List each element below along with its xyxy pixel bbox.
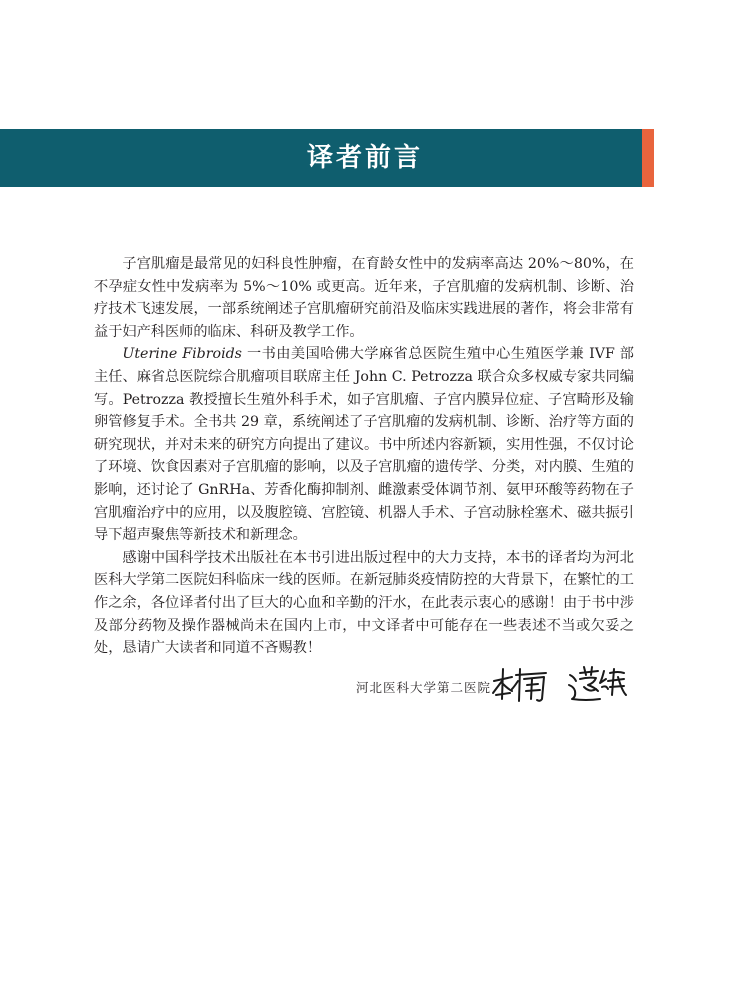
book-title-english: Uterine Fibroids bbox=[122, 346, 242, 363]
paragraph-1: 子宫肌瘤是最常见的妇科良性肿瘤，在育龄女性中的发病率高达 20%～80%，在不孕症女性中发病率为 5%～10% 或更高。近年来，子宫肌瘤的发病机制、诊断、治疗技术飞速发展，一部系统阐述子宫肌瘤研究前沿及临床实践进展的著作，将会非常有益于妇产科医师的临床、科研及教学工作。 bbox=[94, 256, 634, 340]
signature-block bbox=[0, 665, 730, 715]
institution-name: 河北医科大学第二医院 bbox=[356, 680, 492, 695]
paragraph-3: 感谢中国科学技术出版社在本书引进出版过程中的大力支持，本书的译者均为河北医科大学第二医院妇科临床一线的医师。在新冠肺炎疫情防控的大背景下，在繁忙的工作之余，各位译者付出了巨大的心血和辛勤的汗水，在此表示衷心的感谢！由于书中涉及部分药物及操作器械尚未在国内上市，中文译者中可能存在一些表述不当或欠妥之处，恳请广大读者和同道不吝赐教！ bbox=[94, 549, 634, 657]
paragraph-2-text: 一书由美国哈佛大学麻省总医院生殖中心生殖医学兼 IVF 部主任、麻省总医院综合肌瘤项目联席主任 John C. Petrozza 联合众多权威专家共同编写。Petrozza 教授擅长生殖外科手术，如子宫肌瘤、子宫内膜异位症、子宫畸形及输卵管修复手术。全书共 29 章，系统阐述了子宫肌瘤的发病机制、诊断、治疗等方面的研究现状，并对未来的研究方向提出了建议。书中所述内容新颖，实用性强，不仅讨论了环境、饮食因素对子宫肌瘤的影响，以及子宫肌瘤的遗传学、分类，对内膜、生殖的影响，还讨论了 GnRHa、芳香化酶抑制剂、雌激素受体调节剂、氨甲环酸等药物在子宫肌瘤治疗中的应用，以及腹腔镜、宫腔镜、机器人手术、子宫动脉栓塞术、磁共振引导下超声聚焦等新技术和新理念。 bbox=[94, 346, 634, 544]
handwritten-signature-1 bbox=[490, 665, 550, 705]
handwritten-signature-2 bbox=[566, 665, 628, 705]
preface-body bbox=[94, 253, 634, 660]
page-title: 译者前言 bbox=[306, 143, 423, 173]
paragraph-2 bbox=[94, 343, 634, 546]
